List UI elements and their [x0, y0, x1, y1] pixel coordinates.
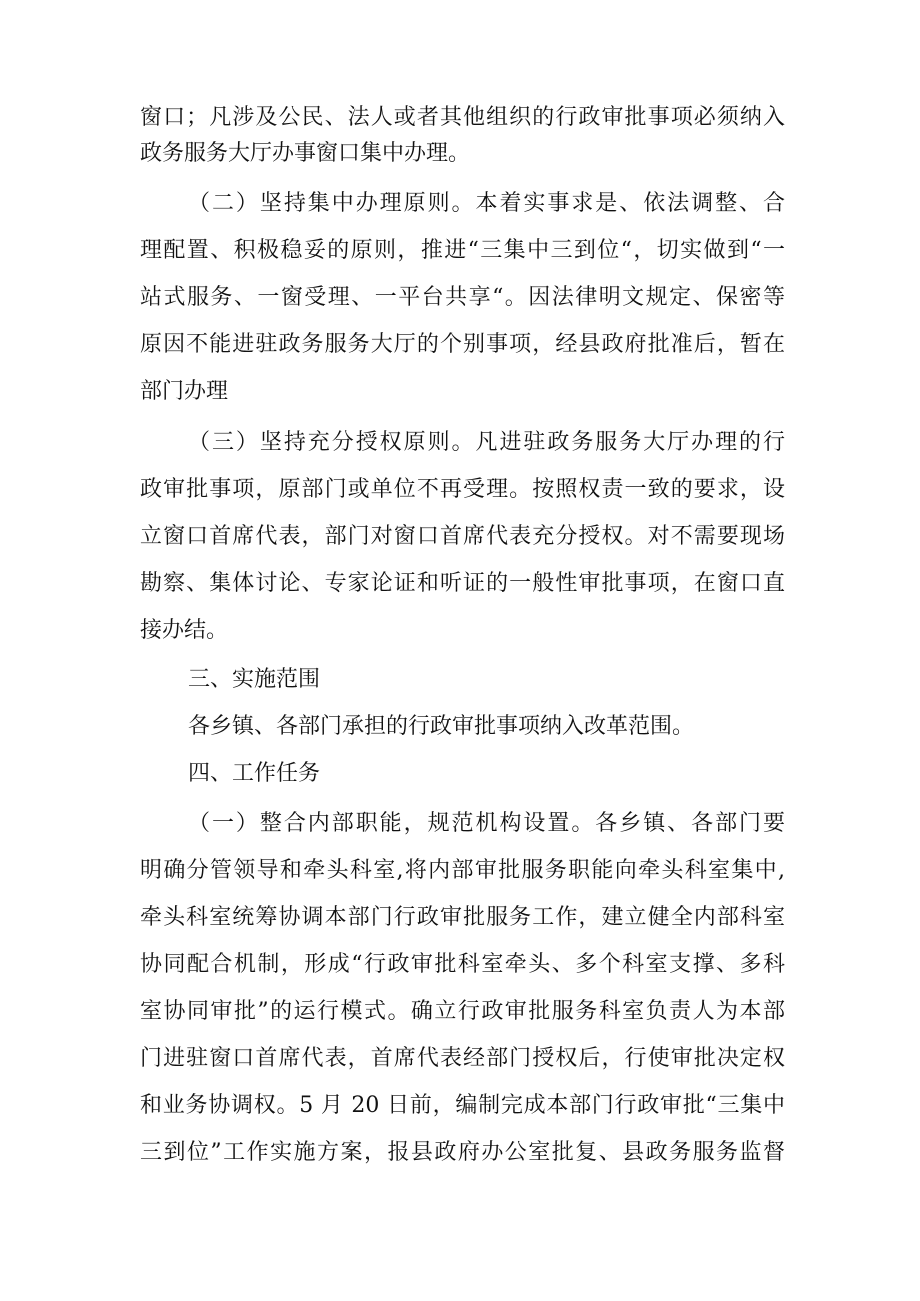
text-line: 门进驻窗口首席代表，首席代表经部门授权后，行使审批决定权 [140, 1046, 785, 1071]
text-line: （二）坚持集中办理原则。本着实事求是、依法调整、合 [188, 191, 785, 216]
section-heading: 四、工作任务 [188, 761, 321, 786]
body-text-top [140, 100, 785, 172]
text-line: 协同配合机制，形成“行政审批科室牵头、多个科室支撑、多科 [140, 952, 785, 977]
text-line: 室协同审批”的运行模式。确立行政审批服务科室负责人为本部 [140, 999, 785, 1024]
text-line: （三）坚持充分授权原则。凡进驻政务服务大厅办理的行 [188, 430, 785, 455]
section-four-heading [140, 750, 785, 797]
text-line: 政审批事项，原部门或单位不再受理。按照权责一致的要求，设 [140, 477, 785, 502]
text-line: 各乡镇、各部门承担的行政审批事项纳入改革范围。 [188, 714, 695, 739]
text-line: 原因不能进驻政务服务大厅的个别事项，经县政府批准后，暂在 [140, 332, 785, 357]
text-line: 牵头科室统筹协调本部门行政审批服务工作，建立健全内部科室 [140, 905, 785, 930]
paragraph-four-one [140, 800, 785, 1176]
text-line: 和业务协调权。5 月 20 日前，编制完成本部门行政审批“三集中 [140, 1093, 785, 1118]
text-line: 勘察、集体讨论、专家论证和听证的一般性审批事项，在窗口直 [140, 571, 785, 596]
text-line: （一）整合内部职能，规范机构设置。各乡镇、各部门要 [188, 811, 785, 836]
section-three-body [140, 703, 785, 750]
text-line: 政务服务大厅办事窗口集中办理。 [140, 141, 471, 166]
section-three-heading [140, 656, 785, 703]
text-line: 部门办理 [140, 379, 229, 404]
text-line: 窗口；凡涉及公民、法人或者其他组织的行政审批事项必须纳入 [140, 105, 785, 130]
text-line: 三到位”工作实施方案，报县政府办公室批复、县政务服务监督 [140, 1140, 785, 1165]
text-line: 接办结。 [140, 618, 229, 643]
paragraph-two [140, 180, 785, 415]
text-line: 立窗口首席代表，部门对窗口首席代表充分授权。对不需要现场 [140, 524, 785, 549]
text-line: 站式服务、一窗受理、一平台共享“。因法律明文规定、保密等 [140, 285, 785, 310]
section-heading: 三、实施范围 [188, 667, 321, 692]
paragraph-three [140, 419, 785, 654]
text-line: 明确分管领导和牵头科室,将内部审批服务职能向牵头科室集中, [140, 858, 785, 883]
text-line: 理配置、积极稳妥的原则，推进“三集中三到位“，切实做到“一 [140, 238, 785, 263]
